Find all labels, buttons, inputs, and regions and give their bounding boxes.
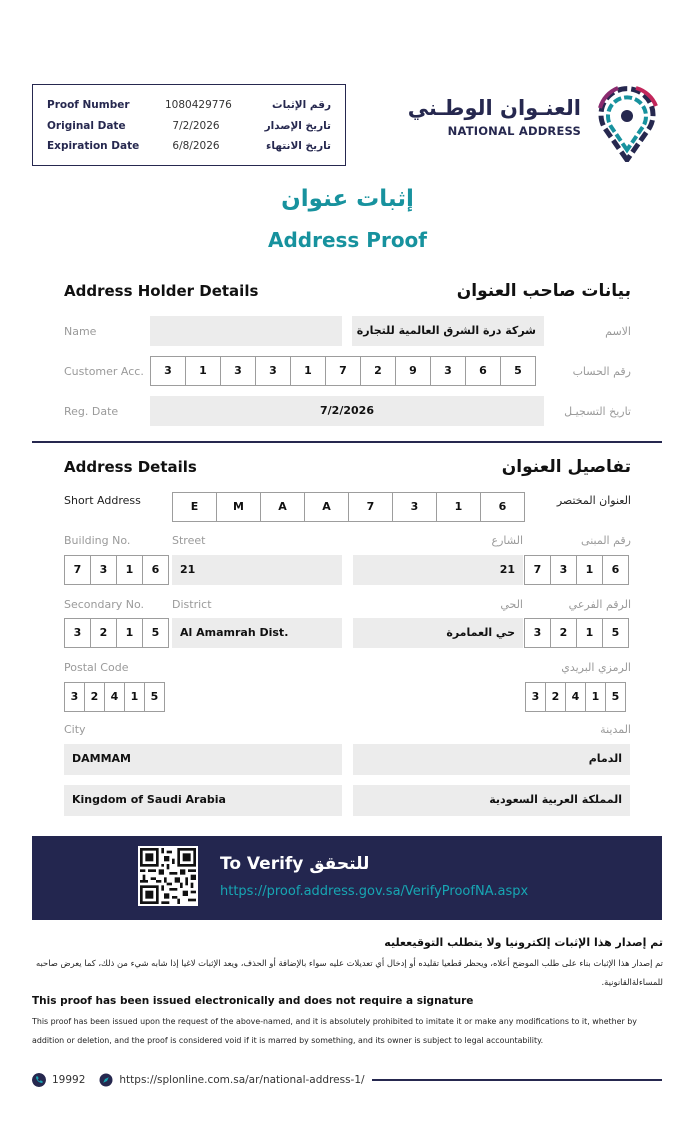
secondary-digits-ar [524,618,629,648]
address-heading-ar: تفاصيل العنوان [501,457,631,477]
original-date-value: 7/2/2026 [172,120,220,132]
expiration-date-label-en: Expiration Date [47,140,140,152]
proof-info-box [32,84,346,166]
name-field-ar: شركة درة الشرق العالمية للتجارة [352,316,544,346]
compass-icon [99,1073,113,1087]
postal-label-ar: الرمزي البريدي [561,661,631,674]
building-digit: 6 [142,555,169,585]
district-label-ar: الحي [500,598,523,611]
city-label-ar: المدينة [600,723,631,736]
customer-acc-label-en: Customer Acc. [64,365,144,378]
postal-digits-ar [525,682,626,712]
national-address-logo-icon [588,82,666,162]
short-address-char: 3 [392,492,437,522]
postal-digit: 3 [64,682,85,712]
building-digit: 7 [524,555,551,585]
customer-acc-digit: 2 [360,356,396,386]
verify-link[interactable]: https://proof.address.gov.sa/VerifyProofNA.aspx [220,884,529,899]
country-field-ar: المملكة العربية السعودية [353,785,630,816]
short-address-char: 7 [348,492,393,522]
name-label-en: Name [64,325,97,338]
footer [32,1072,365,1088]
secondary-digit: 1 [576,618,603,648]
building-digit: 1 [116,555,143,585]
note-body-en: This proof has been issued upon the request of the above-named, and it is absolutely prohibited to imitate it or make any modifications to it, whether by addition or deletion, and the proof is considered void if it is marred by something, and its owner is subject to legal accountability. [32,1017,637,1045]
footer-phone[interactable]: 19992 [52,1074,86,1086]
verify-title: To Verify للتحقق [220,854,370,874]
section-divider [32,441,662,443]
building-digit: 1 [576,555,603,585]
city-field-en: DAMMAM [64,744,342,775]
logo-text-ar: العنـوان الوطـني [407,96,581,120]
short-address-char: E [172,492,217,522]
logo-text-en: NATIONAL ADDRESS [447,124,581,138]
postal-digit: 2 [84,682,105,712]
short-address-label-en: Short Address [64,494,141,507]
short-address-chars [172,492,525,522]
secondary-digit: 2 [550,618,577,648]
district-field-en: Al Amamrah Dist. [172,618,342,648]
building-label-ar: رقم المبنى [581,534,631,547]
footer-line [372,1079,662,1081]
note-body-ar: تم إصدار هذا الإثبات بناء على طلب الموضح أعلاه، ويحظر قطعيا تقليده أو إدخال أي تعديلات عليه سواء بالإضافة أو الحذف، ويعد الإثبات لاغيا إذا شابه شيء من ذلك، كما يعرض صاحبه للمساءلةالقانونية. [36,958,663,987]
postal-digit: 4 [104,682,125,712]
original-date-label-ar: تاريخ الإصدار [264,120,331,132]
postal-label-en: Postal Code [64,661,129,674]
proof-number-label-ar: رقم الإثبات [272,99,331,111]
city-field-ar: الدمام [353,744,630,775]
secondary-label-en: Secondary No. [64,598,145,611]
building-digit: 3 [550,555,577,585]
customer-acc-digit: 3 [255,356,291,386]
street-label-ar: الشارع [491,534,523,547]
secondary-digit: 1 [116,618,143,648]
short-address-char: M [216,492,261,522]
footer-url[interactable]: https://splonline.com.sa/ar/national-address-1/ [119,1074,365,1086]
title-en: Address Proof [267,228,427,252]
customer-acc-digit: 3 [220,356,256,386]
customer-acc-label-ar: رقم الحساب [572,365,631,378]
building-digit: 7 [64,555,91,585]
building-digit: 6 [602,555,629,585]
proof-number-row [33,95,345,115]
short-address-char: A [260,492,305,522]
customer-acc-digit: 9 [395,356,431,386]
original-date-label-en: Original Date [47,120,126,132]
city-label-en: City [64,723,86,736]
qr-code-icon[interactable] [138,846,198,906]
postal-digit: 5 [144,682,165,712]
note-title-en: This proof has been issued electronically and does not require a signature [32,995,474,1007]
building-digit: 3 [90,555,117,585]
customer-acc-digit: 6 [465,356,501,386]
original-date-row [33,116,345,136]
note-title-ar: تم إصدار هذا الإثبات إلكترونيا ولا يتطلب التوقيععليه [384,936,663,949]
proof-number-value: 1080429776 [165,99,232,111]
proof-number-label-en: Proof Number [47,99,130,111]
holder-heading-en: Address Holder Details [64,282,259,300]
secondary-digit: 3 [64,618,91,648]
postal-digit: 1 [585,682,606,712]
postal-digit: 4 [565,682,586,712]
postal-digit: 2 [545,682,566,712]
verify-band [32,836,662,920]
secondary-digit: 5 [142,618,169,648]
district-label-en: District [172,598,212,611]
reg-date-field: 7/2/2026 [150,396,544,426]
postal-digits-en [64,682,165,712]
short-address-char: 1 [436,492,481,522]
expiration-date-value: 6/8/2026 [172,140,220,152]
customer-acc-digit: 1 [185,356,221,386]
customer-acc-digit: 3 [150,356,186,386]
expiration-date-label-ar: تاريخ الانتهاء [266,140,331,152]
secondary-label-ar: الرقم الفرعي [568,598,631,611]
secondary-digit: 2 [90,618,117,648]
address-heading-en: Address Details [64,458,197,476]
district-field-ar: حي العمامرة [353,618,523,648]
short-address-char: 6 [480,492,525,522]
customer-acc-digit: 7 [325,356,361,386]
title-ar: إثبات عنوان [281,186,414,212]
reg-date-label-ar: تاريخ التسجيـل [564,405,631,418]
name-label-ar: الاسم [605,325,631,338]
customer-acc-digit: 1 [290,356,326,386]
postal-digit: 3 [525,682,546,712]
country-field-en: Kingdom of Saudi Arabia [64,785,342,816]
postal-digit: 5 [605,682,626,712]
short-address-char: A [304,492,349,522]
expiration-date-row [33,136,345,156]
secondary-digits-en [64,618,169,648]
street-field-ar: 21 [353,555,523,585]
building-digits-en [64,555,169,585]
building-label-en: Building No. [64,534,131,547]
secondary-digit: 5 [602,618,629,648]
building-digits-ar [524,555,629,585]
customer-acc-digits [150,356,536,386]
customer-acc-digit: 3 [430,356,466,386]
holder-heading-ar: بيانات صاحب العنوان [456,281,631,301]
phone-icon [32,1073,46,1087]
short-address-label-ar: العنوان المختصر [556,494,631,507]
street-field-en: 21 [172,555,342,585]
secondary-digit: 3 [524,618,551,648]
postal-digit: 1 [124,682,145,712]
reg-date-label-en: Reg. Date [64,405,119,418]
customer-acc-digit: 5 [500,356,536,386]
street-label-en: Street [172,534,206,547]
name-field-en [150,316,342,346]
